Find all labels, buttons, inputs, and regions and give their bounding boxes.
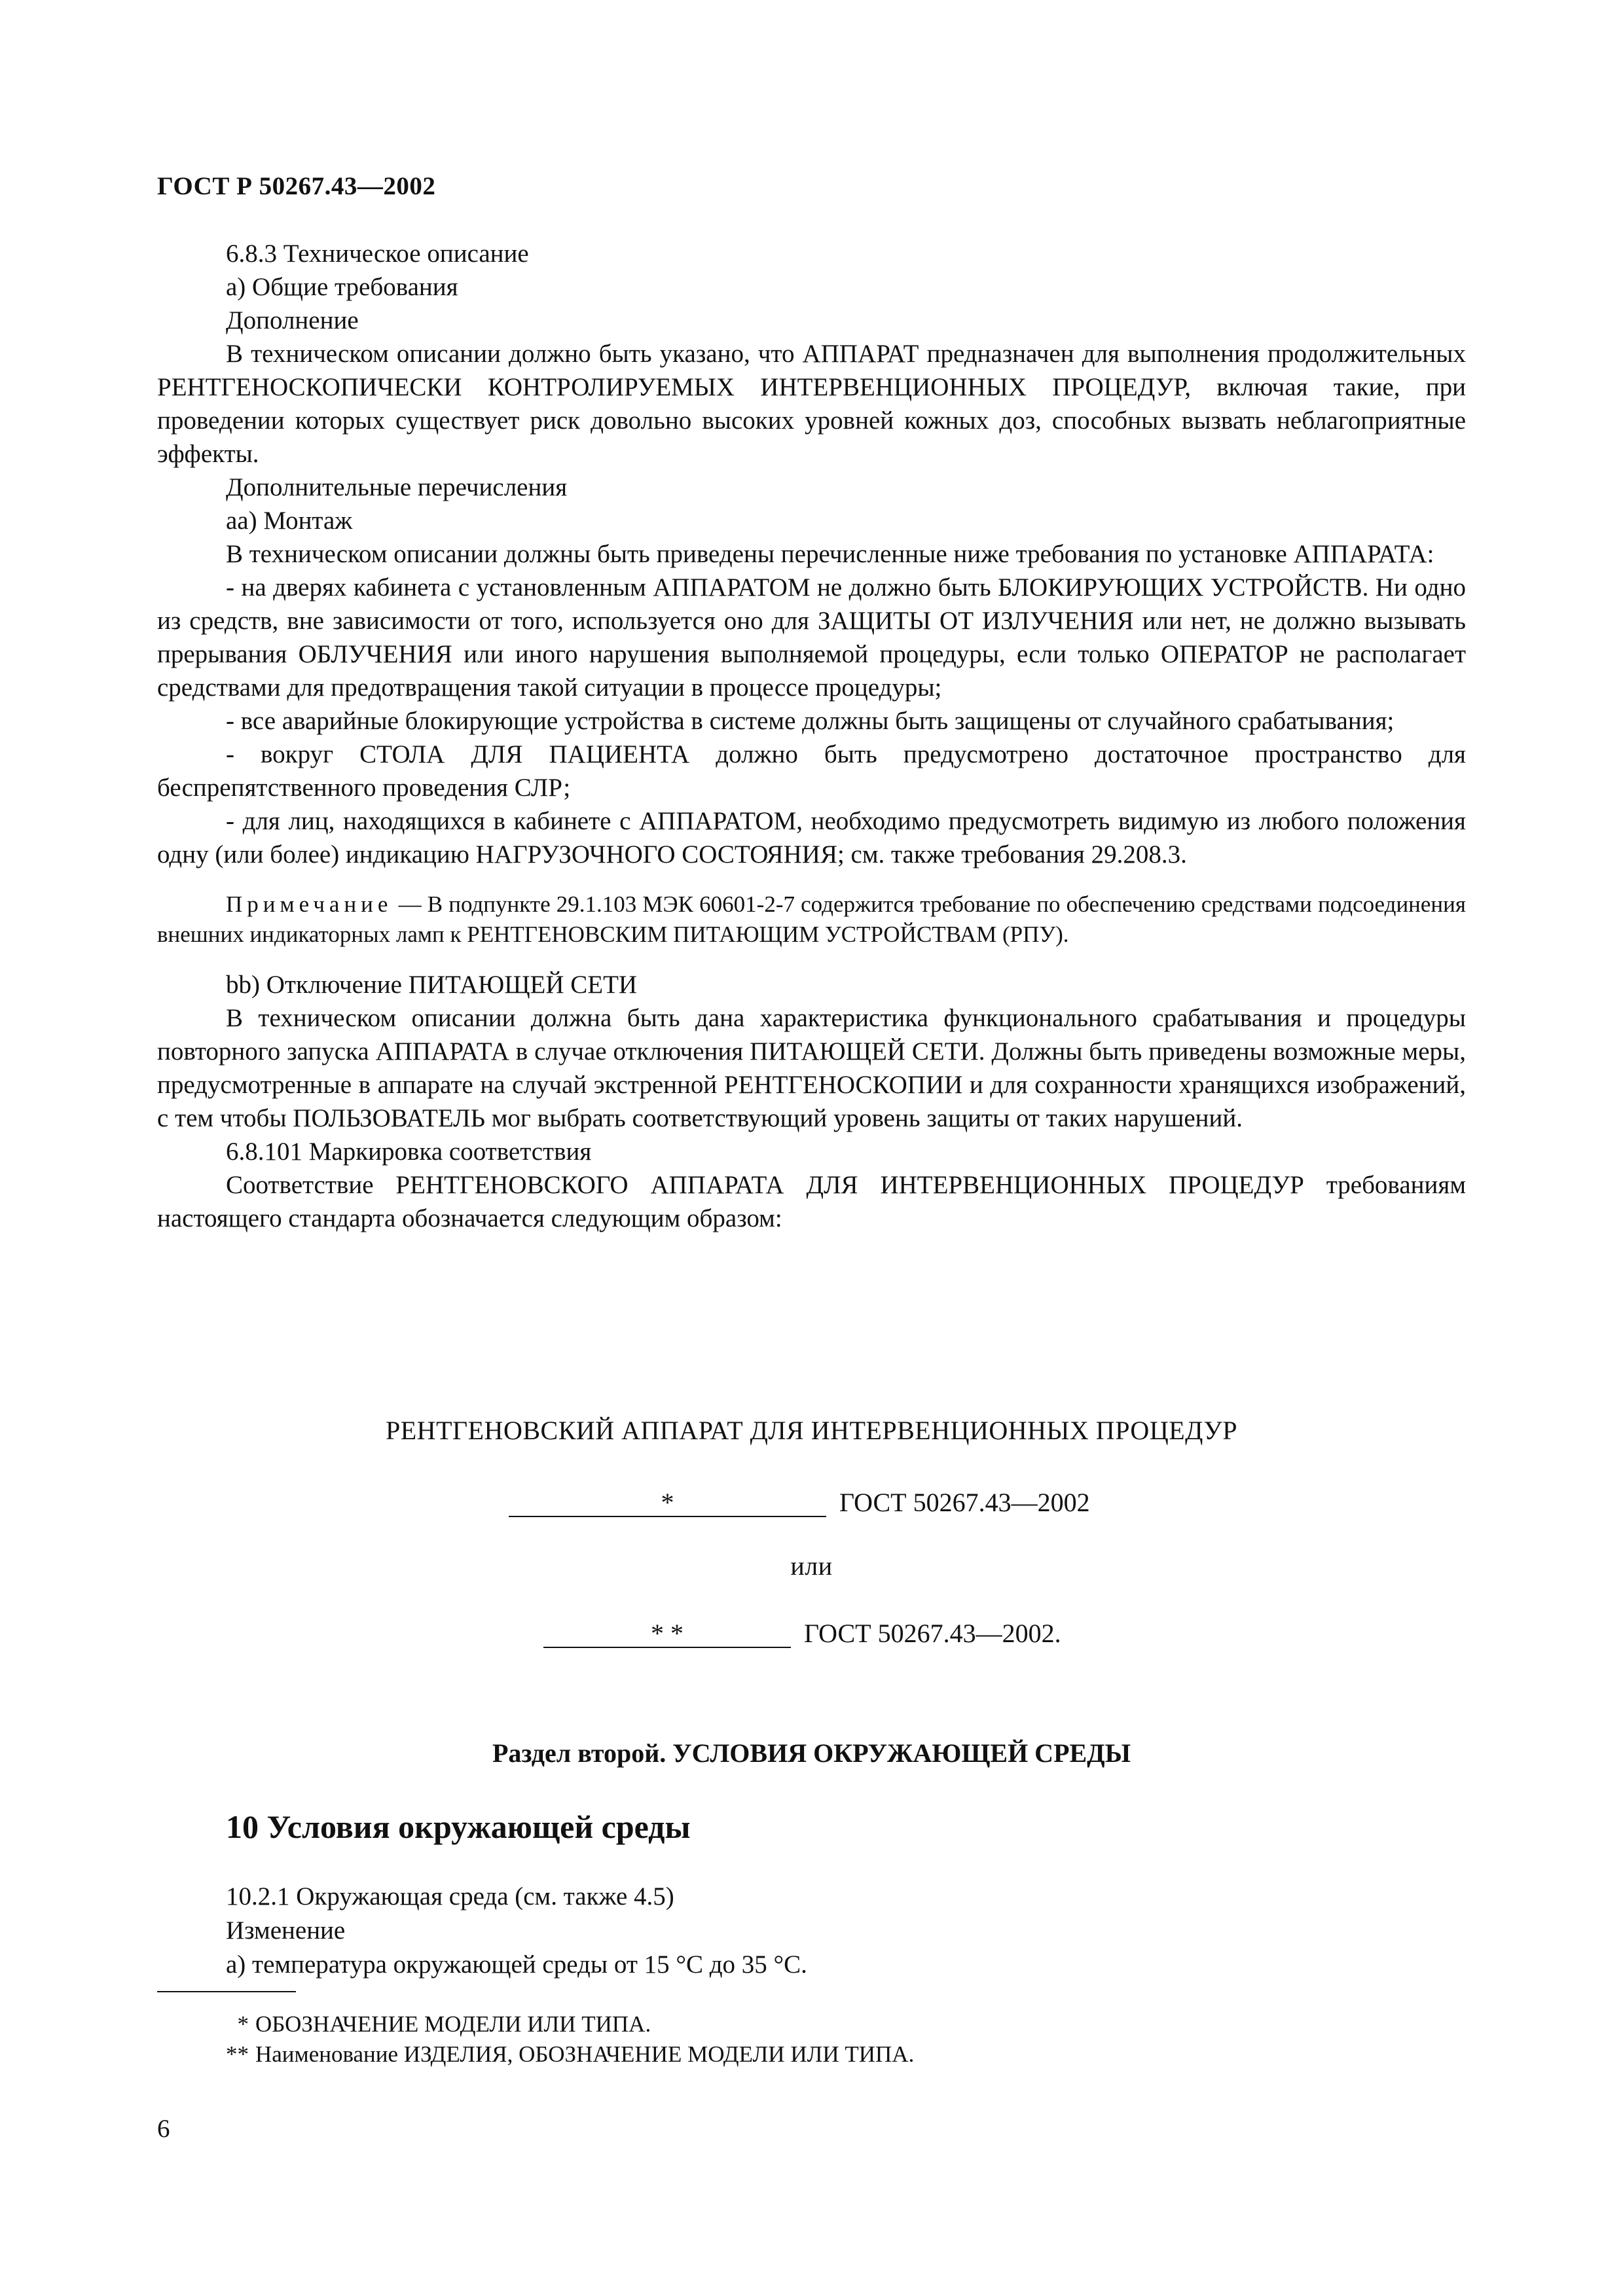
footnote-text: Наименование ИЗДЕЛИЯ, ОБОЗНАЧЕНИЕ МОДЕЛИ ИЛИ ТИПА. [255, 2041, 915, 2067]
page-number: 6 [157, 2115, 170, 2143]
list-item: - вокруг СТОЛА ДЛЯ ПАЦИЕНТА должно быть предусмотрено достаточное пространство для беспрепятственного проведения СЛР; [157, 740, 1466, 802]
note [157, 889, 1466, 950]
subclause-heading: аа) Монтаж [226, 507, 353, 535]
clause-heading: 6.8.3 Техническое описание [226, 240, 529, 268]
paragraph: В техническом описании должно быть указано, что АППАРАТ предназначен для выполнения продолжительных РЕНТГЕНОСКОПИЧЕСКИ КОНТРОЛИРУЕМЫХ ИНТЕРВЕНЦИОННЫХ ПРОЦЕДУР, включая такие, при проведении которых существует риск довольно высоких уровней кожных доз, способных вызвать неблагоприятные эффекты. [157, 340, 1466, 468]
additional-list-label: Дополнительные перечисления [226, 473, 568, 501]
subclause-heading: а) Общие требования [226, 273, 458, 301]
footnote-mark: * [237, 2011, 249, 2037]
footnotes [157, 2009, 1466, 2070]
footnote-mark: ** [226, 2041, 249, 2067]
note-text: В подпункте 29.1.103 МЭК 60601-2-7 содержится требование по обеспечению средствами подсоединения внешних индикаторных ламп к РЕНТГЕНОВСКИМ ПИТАЮЩИМ УСТРОЙСТВАМ (РПУ). [157, 891, 1466, 947]
change-label: Изменение [226, 1916, 346, 1945]
paragraph: Соответствие РЕНТГЕНОВСКОГО АППАРАТА ДЛЯ ИНТЕРВЕНЦИОННЫХ ПРОЦЕДУР требованиям настоящего стандарта обозначается следующим образом: [157, 1171, 1466, 1232]
document-header: ГОСТ Р 50267.43—2002 [157, 172, 436, 200]
footnote-text: ОБОЗНАЧЕНИЕ МОДЕЛИ ИЛИ ТИПА. [255, 2011, 651, 2037]
paragraph: В техническом описании должны быть приведены перечисленные ниже требования по установке АППАРАТА: [226, 540, 1434, 568]
footnote-rule [157, 1991, 296, 1992]
note-label: Примечание [226, 891, 393, 917]
amendment-label: Дополнение [226, 306, 359, 334]
clause-heading: 6.8.101 Маркировка соответствия [226, 1138, 592, 1166]
marking-blank: * [509, 1490, 826, 1517]
marking-line-1 [509, 1487, 1090, 1518]
note-dash: — [392, 891, 428, 917]
list-item: - для лиц, находящихся в кабинете с АППАРАТОМ, необходимо предусмотреть видимую из любого положения одну (или более) индикацию НАГРУЗОЧНОГО СОСТОЯНИЯ; см. также требования 29.208.3. [157, 807, 1466, 869]
footnote [157, 2009, 1466, 2039]
footnote [157, 2039, 1466, 2070]
marking-line-2 [543, 1618, 1061, 1649]
subclause-heading: 10.2.1 Окружающая среда (см. также 4.5) [226, 1882, 674, 1910]
list-item: а) температура окружающей среды от 15 °С до 35 °С. [226, 1950, 807, 1979]
marking-blank: * * [543, 1621, 791, 1648]
marking-or: или [790, 1551, 833, 1581]
paragraph: В техническом описании должна быть дана характеристика функционального срабатывания и процедуры повторного запуска АППАРАТА в случае отключения ПИТАЮЩЕЙ СЕТИ. Должны быть приведены возможные меры, предусмотренные в аппарате на случай экстренной РЕНТГЕНОСКОПИИ и для сохранности хранящихся изображений, с тем чтобы ПОЛЬЗОВАТЕЛЬ мог выбрать соответствующий уровень защиты от таких нарушений. [157, 1004, 1466, 1132]
marking-standard: ГОСТ 50267.43—2002. [804, 1619, 1061, 1648]
body-text [157, 237, 1466, 1235]
subclause-heading: bb) Отключение ПИТАЮЩЕЙ СЕТИ [226, 971, 638, 999]
marking-standard: ГОСТ 50267.43—2002 [839, 1488, 1090, 1517]
section-title: Раздел второй. УСЛОВИЯ ОКРУЖАЮЩЕЙ СРЕДЫ [492, 1738, 1131, 1768]
clause-body [226, 1880, 1466, 1982]
clause-title: 10 Условия окружающей среды [226, 1808, 691, 1845]
list-item: - на дверях кабинета с установленным АППАРАТОМ не должно быть БЛОКИРУЮЩИХ УСТРОЙСТВ. Ни одно из средств, вне зависимости от того, используется оно для ЗАЩИТЫ ОТ ИЗЛУЧЕНИЯ или нет, не должно вызывать прерывания ОБЛУЧЕНИЯ или иного нарушения выполняемой процедуры, если только ОПЕРАТОР не располагает средствами для предотвращения такой ситуации в процессе процедуры; [157, 573, 1466, 702]
list-item: - все аварийные блокирующие устройства в системе должны быть защищены от случайного срабатывания; [226, 707, 1395, 735]
marking-title: РЕНТГЕНОВСКИЙ АППАРАТ ДЛЯ ИНТЕРВЕНЦИОННЫХ ПРОЦЕДУР [386, 1416, 1237, 1445]
